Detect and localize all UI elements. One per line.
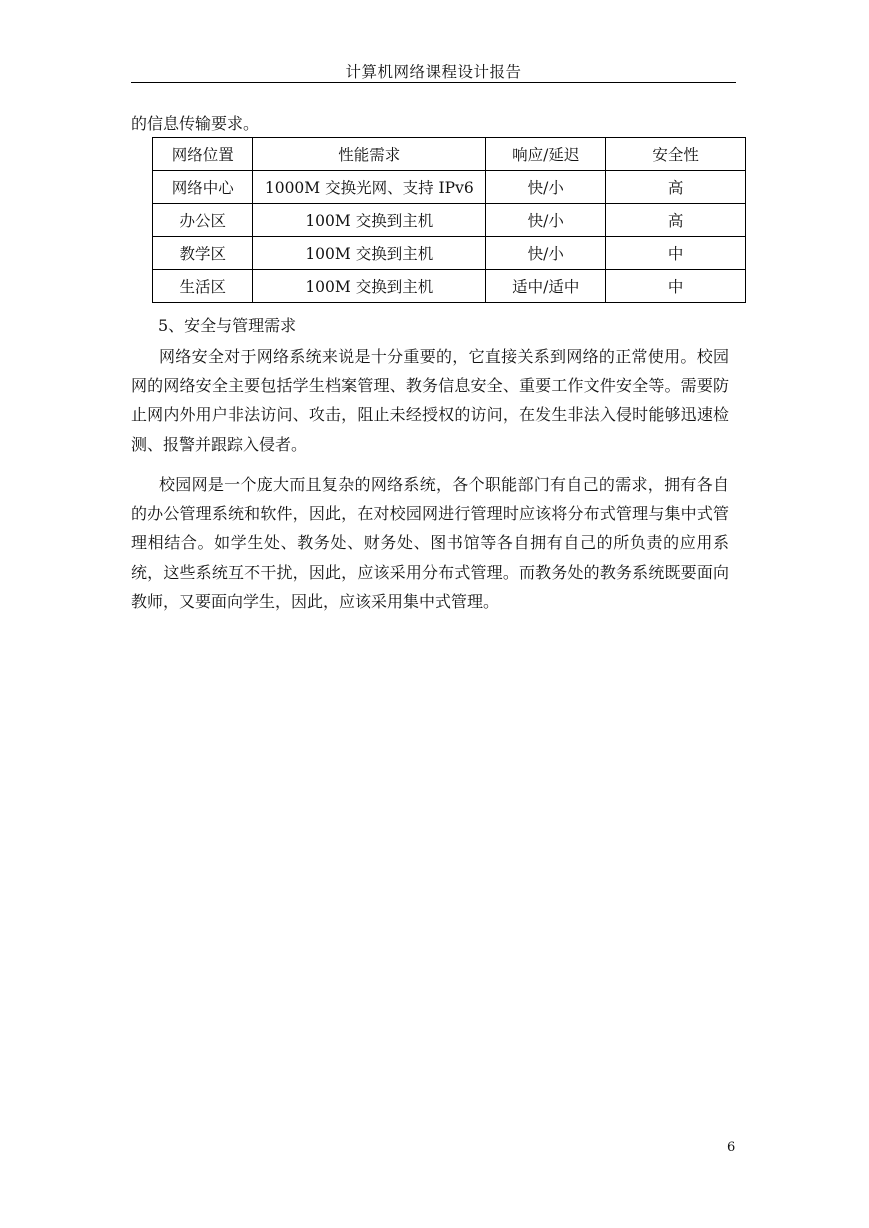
- header-divider: [131, 82, 736, 83]
- table-cell: 网络中心: [153, 171, 253, 204]
- table-cell: 快/小: [486, 171, 606, 204]
- table-cell: 办公区: [153, 204, 253, 237]
- table-header-cell: 网络位置: [153, 138, 253, 171]
- body-paragraph: 网络安全对于网络系统来说是十分重要的，它直接关系到网络的正常使用。校园网的网络安全主要包括学生档案管理、教务信息安全、重要工作文件安全等。需要防止网内外用户非法访问、攻击，阻止未经授权的访问，在发生非法入侵时能够迅速检测、报警并跟踪入侵者。: [131, 347, 729, 454]
- body-paragraph: 校园网是一个庞大而且复杂的网络系统，各个职能部门有自己的需求，拥有各自的办公管理系统和软件，因此，在对校园网进行管理时应该将分布式管理与集中式管理相结合。如学生处、教务处、财务处、图书馆等各自拥有自己的所负责的应用系统，这些系统互不干扰，因此，应该采用分布式管理。而教务处的教务系统既要面向教师，又要面向学生，因此，应该采用集中式管理。: [131, 475, 729, 611]
- table-cell: 快/小: [486, 237, 606, 270]
- network-requirements-table: [152, 137, 746, 303]
- table-header-cell: 安全性: [606, 138, 746, 171]
- table-cell: 100M 交换到主机: [253, 237, 486, 270]
- table-cell: 1000M 交换光网、支持 IPv6: [253, 171, 486, 204]
- table-cell: 高: [606, 171, 746, 204]
- table-cell: 100M 交换到主机: [253, 270, 486, 303]
- table-cell: 高: [606, 204, 746, 237]
- table-row: [153, 171, 746, 204]
- table-header-cell: 响应/延迟: [486, 138, 606, 171]
- table-cell: 教学区: [153, 237, 253, 270]
- lead-text-line: 的信息传输要求。: [131, 114, 260, 133]
- table-cell: 中: [606, 237, 746, 270]
- table-cell: 100M 交换到主机: [253, 204, 486, 237]
- table-cell: 生活区: [153, 270, 253, 303]
- table-row: [153, 237, 746, 270]
- table-header-row: [153, 138, 746, 171]
- table-row: [153, 270, 746, 303]
- table-row: [153, 204, 746, 237]
- table-cell: 中: [606, 270, 746, 303]
- table-header-cell: 性能需求: [253, 138, 486, 171]
- table-cell: 适中/适中: [486, 270, 606, 303]
- page-number: 6: [727, 1140, 736, 1155]
- section-heading: 5、安全与管理需求: [158, 316, 297, 335]
- page-header-title: 计算机网络课程设计报告: [345, 63, 522, 81]
- table-cell: 快/小: [486, 204, 606, 237]
